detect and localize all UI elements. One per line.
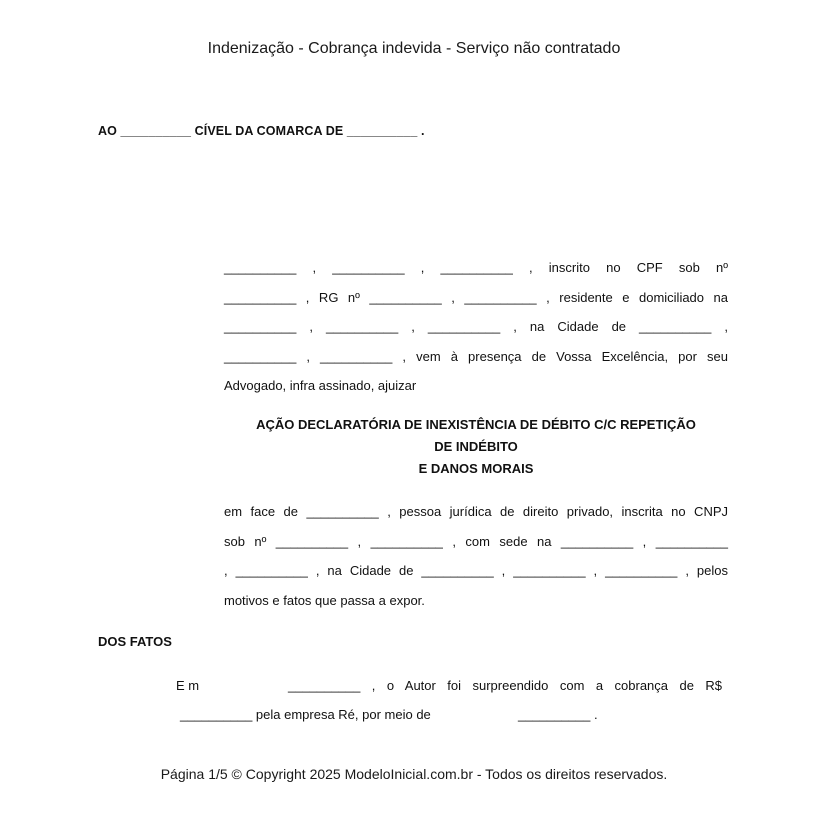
action-title xyxy=(224,418,728,484)
paragraph-line: __________ , __________ , vem à presença de Vossa Excelência, por seu xyxy=(224,348,728,364)
page-header-title: Indenização - Cobrança indevida - Serviço não contratado xyxy=(207,40,621,57)
addressee-line: AO __________ CÍVEL DA COMARCA DE __________ . xyxy=(98,124,425,138)
action-title-line: E DANOS MORAIS xyxy=(418,461,534,476)
facts-line-end: __________ , o Autor foi surpreendido com a cobrança de R$ xyxy=(288,678,722,693)
paragraph-line: sob nº __________ , __________ , com sede na __________ , __________ xyxy=(224,533,728,549)
section-heading-facts: DOS FATOS xyxy=(98,634,172,649)
paragraph-line: em face de __________ , pessoa jurídica de direito privado, inscrita no CNPJ xyxy=(224,504,728,519)
facts-paragraph xyxy=(176,678,722,736)
paragraph-line: , __________ , na Cidade de __________ , __________ , __________ , pelos xyxy=(224,563,728,578)
facts-line-start: __________ pela empresa Ré, por meio de xyxy=(180,707,431,722)
plaintiff-qualification-paragraph xyxy=(224,260,728,408)
defendant-qualification-paragraph xyxy=(224,504,728,622)
action-title-line: DE INDÉBITO xyxy=(434,439,518,454)
paragraph-line xyxy=(176,678,722,707)
paragraph-line: __________ , RG nº __________ , __________ , residente e domiciliado na xyxy=(224,289,728,305)
paragraph-line: __________ , __________ , __________ , inscrito no CPF sob nº xyxy=(224,260,728,275)
paragraph-line xyxy=(176,707,722,736)
action-title-line: AÇÃO DECLARATÓRIA DE INEXISTÊNCIA DE DÉBITO C/C REPETIÇÃO xyxy=(256,417,696,432)
facts-line-end: __________ . xyxy=(518,707,598,722)
facts-line-start: E m xyxy=(176,678,200,693)
paragraph-line: motivos e fatos que passa a expor. xyxy=(224,592,425,608)
paragraph-line: __________ , __________ , __________ , na Cidade de __________ , xyxy=(224,319,728,334)
paragraph-line: Advogado, infra assinado, ajuizar xyxy=(224,378,417,393)
page-footer: Página 1/5 © Copyright 2025 ModeloInicial.com.br - Todos os direitos reservados. xyxy=(160,766,668,782)
